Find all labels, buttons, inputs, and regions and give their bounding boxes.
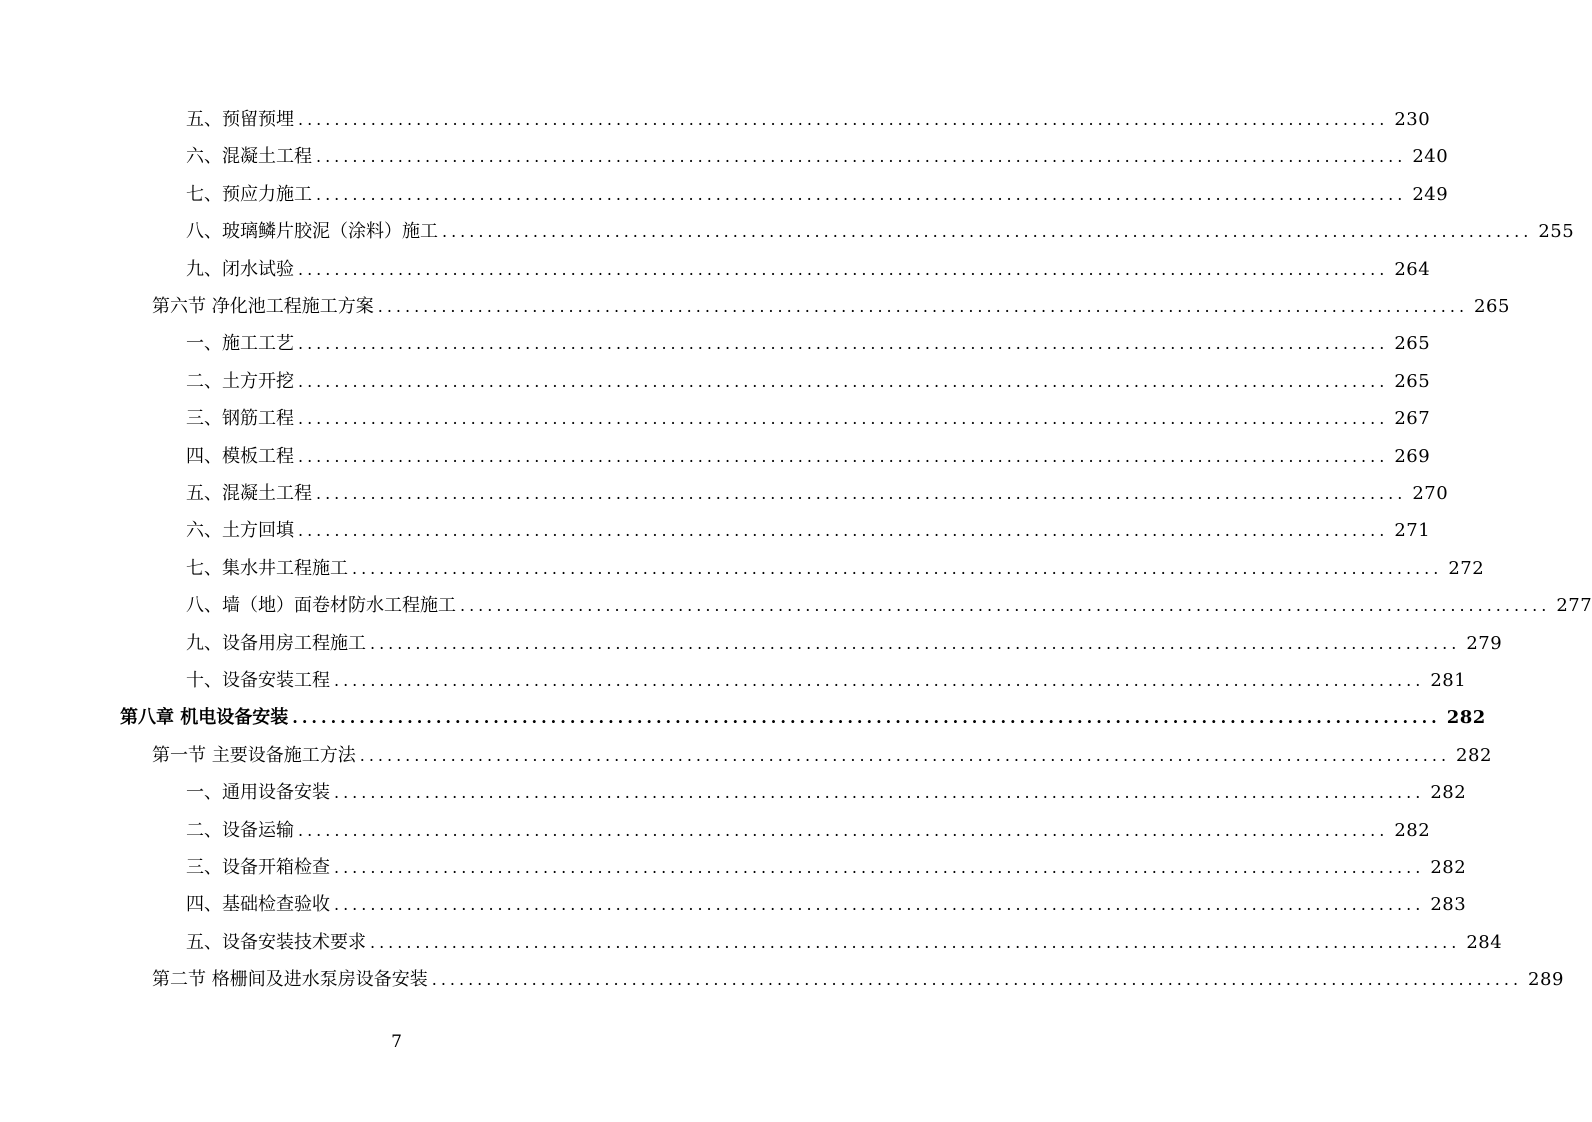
toc-entry[interactable] [186,886,1467,923]
toc-leader-dots: ........................................................................................................................ [316,147,1407,166]
toc-entry[interactable] [186,924,1503,961]
toc-entry[interactable] [186,849,1467,886]
toc-entry[interactable] [186,475,1449,512]
toc-entry[interactable] [186,138,1449,175]
toc-leader-dots: ........................................................................................................................ [298,372,1389,391]
toc-entry-label: 六、混凝土工程 [186,146,312,167]
toc-entry[interactable] [152,737,1492,774]
toc-entry-label: 五、设备安装技术要求 [186,932,366,953]
toc-entry-label: 六、土方回填 [186,520,294,541]
toc-leader-dots: ........................................................................................................................ [460,596,1551,615]
toc-entry-page: 282 [1430,857,1467,878]
toc-entry-page: 284 [1466,932,1503,953]
toc-entry[interactable] [186,625,1503,662]
toc-entry-page: 265 [1474,296,1510,317]
toc-entry[interactable] [120,699,1486,736]
toc-entry-label: 二、土方开挖 [186,371,294,392]
toc-entry-label: 九、设备用房工程施工 [186,633,366,654]
toc-entry-page: 272 [1448,558,1485,579]
toc-entry-label: 三、设备开箱检查 [186,857,330,878]
toc-leader-dots: ........................................................................................................................ [298,521,1389,540]
toc-entry-page: 289 [1528,969,1564,990]
toc-entry[interactable] [186,400,1431,437]
toc-entry-label: 五、预留预埋 [186,109,294,130]
toc-entry-page: 230 [1394,109,1431,130]
toc-entry-page: 282 [1430,782,1467,803]
toc-entry-page: 267 [1394,408,1431,429]
toc-entry-page: 269 [1394,446,1431,467]
toc-entry-page: 282 [1446,707,1486,728]
toc-entry-page: 281 [1430,670,1467,691]
toc-entry[interactable] [186,587,1592,624]
toc-entry-page: 240 [1412,146,1449,167]
toc-leader-dots: ........................................................................................................................ [292,708,1441,727]
toc-entry[interactable] [186,213,1575,250]
toc-entry[interactable] [186,662,1467,699]
toc-leader-dots: ........................................................................................................................ [316,185,1407,204]
toc-entry-page: 277 [1556,595,1592,616]
toc-leader-dots: ........................................................................................................................ [352,559,1443,578]
toc-entry-page: 283 [1430,894,1467,915]
toc-entry-label: 七、预应力施工 [186,184,312,205]
toc-entry-label: 第二节 格栅间及进水泵房设备安装 [152,969,428,990]
toc-entry-label: 第一节 主要设备施工方法 [152,745,356,766]
toc-entry-page: 255 [1538,221,1575,242]
toc-leader-dots: ........................................................................................................................ [298,821,1389,840]
toc-leader-dots: ........................................................................................................................ [334,858,1425,877]
toc-leader-dots: ........................................................................................................................ [298,334,1389,353]
toc-leader-dots: ........................................................................................................................ [298,110,1389,129]
toc-entry[interactable] [186,325,1431,362]
toc-leader-dots: ........................................................................................................................ [334,671,1425,690]
toc-entry-label: 八、墙（地）面卷材防水工程施工 [186,595,456,616]
toc-leader-dots: ........................................................................................................................ [298,447,1389,466]
toc-entry-label: 四、模板工程 [186,446,294,467]
toc-entry-label: 三、钢筋工程 [186,408,294,429]
toc-entry-label: 十、设备安装工程 [186,670,330,691]
toc-entry-label: 五、混凝土工程 [186,483,312,504]
toc-entry-page: 282 [1456,745,1492,766]
toc-entry-page: 265 [1394,371,1431,392]
toc-leader-dots: ........................................................................................................................ [377,297,1469,316]
toc-entry-page: 249 [1412,184,1449,205]
toc-leader-dots: ........................................................................................................................ [431,970,1523,989]
toc-entry-page: 282 [1394,820,1431,841]
toc-entry-page: 270 [1412,483,1449,504]
toc-entry-page: 279 [1466,633,1503,654]
toc-entry-label: 一、通用设备安装 [186,782,330,803]
toc-leader-dots: ........................................................................................................................ [298,409,1389,428]
toc-entry-label: 七、集水井工程施工 [186,558,348,579]
toc-entry-label: 二、设备运输 [186,820,294,841]
toc-entry[interactable] [186,176,1449,213]
toc-entry-label: 八、玻璃鳞片胶泥（涂料）施工 [186,221,438,242]
toc-leader-dots: ........................................................................................................................ [359,746,1451,765]
toc-leader-dots: ........................................................................................................................ [298,260,1389,279]
toc-entry-page: 271 [1394,520,1431,541]
toc-entry[interactable] [186,550,1485,587]
toc-entry-page: 264 [1394,259,1431,280]
toc-leader-dots: ........................................................................................................................ [370,634,1461,653]
toc-entry[interactable] [186,512,1431,549]
toc-entry[interactable] [186,812,1431,849]
toc-entry[interactable] [186,363,1431,400]
toc-leader-dots: ........................................................................................................................ [334,783,1425,802]
toc-leader-dots: ........................................................................................................................ [334,895,1425,914]
toc-leader-dots: ........................................................................................................................ [442,222,1533,241]
toc-entry-label: 第八章 机电设备安装 [120,707,289,728]
toc-entry-label: 一、施工工艺 [186,333,294,354]
toc-entry[interactable] [152,961,1564,998]
toc-entry[interactable] [186,101,1431,138]
toc-entry-label: 九、闭水试验 [186,259,294,280]
toc-entry-label: 四、基础检查验收 [186,894,330,915]
toc-entry[interactable] [186,251,1431,288]
toc-entry-label: 第六节 净化池工程施工方案 [152,296,374,317]
toc-leader-dots: ........................................................................................................................ [316,484,1407,503]
toc-entry[interactable] [152,288,1510,325]
toc-entry[interactable] [186,438,1431,475]
toc-entry[interactable] [186,774,1467,811]
toc-leader-dots: ........................................................................................................................ [370,933,1461,952]
page-number: 7 [391,1032,402,1052]
toc-entry-page: 265 [1394,333,1431,354]
